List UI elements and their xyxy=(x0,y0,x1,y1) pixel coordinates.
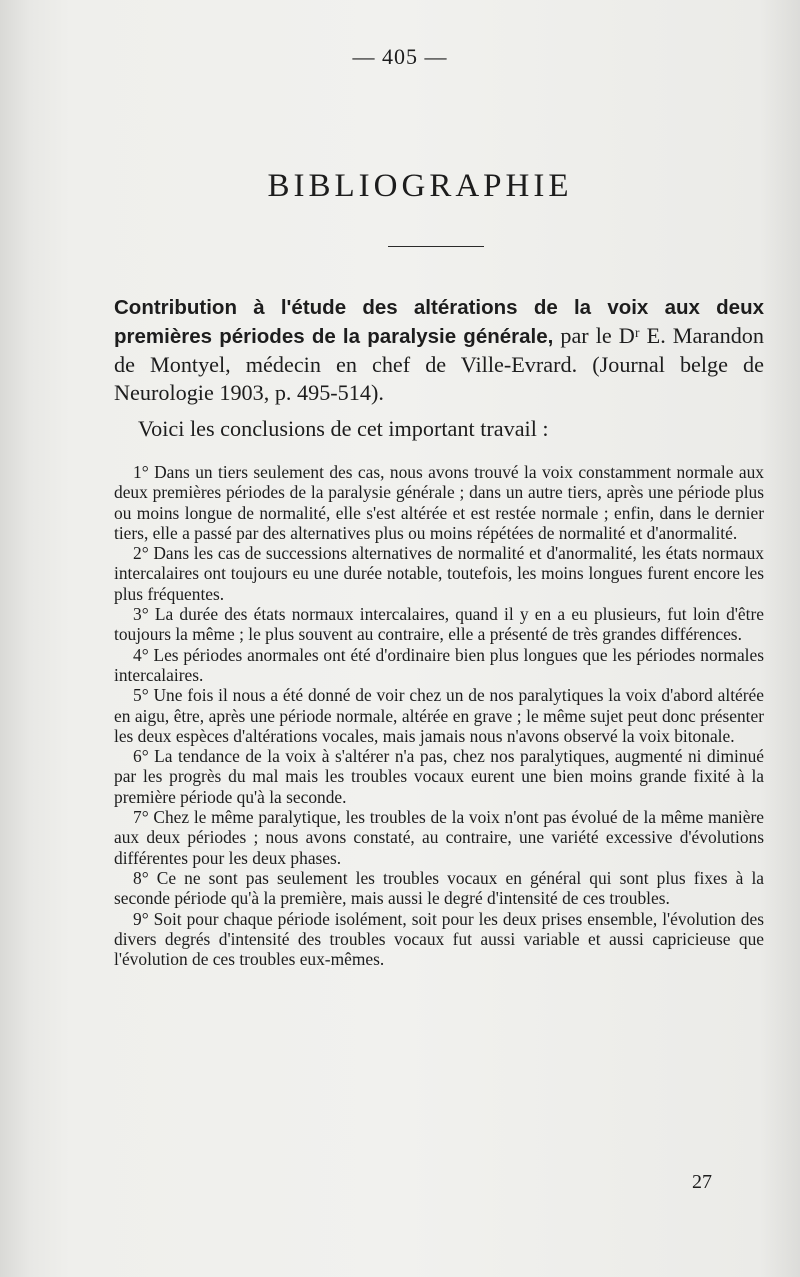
intro-sentence: Voici les conclusions de cet important travail : xyxy=(138,416,549,441)
section-title: BIBLIOGRAPHIE xyxy=(267,168,573,204)
conclusions-list xyxy=(114,462,764,969)
conclusion-item: 7° Chez le même paralytique, les troubles de la voix n'ont pas évolué de la même manière aux deux périodes ; nous avons constaté, au contraire, une variété excessive d'évolutions différentes pour les deux phases. xyxy=(114,807,764,868)
signature-mark: 27 xyxy=(692,1171,712,1193)
conclusion-item: 1° Dans un tiers seulement des cas, nous avons trouvé la voix constamment normale aux deux premières périodes de la paralysie générale ; dans un autre tiers, après une période plus ou moins longue de normalité, elle s'est altérée et est restée normale ; enfin, dans le dernier tiers, elle a passé par des alternatives plus ou moins répétées de normalité et d'anormalité. xyxy=(114,462,764,543)
page-number: — 405 — xyxy=(352,44,448,69)
conclusion-item: 9° Soit pour chaque période isolément, soit pour les deux prises ensemble, l'évolution des divers degrés d'intensité des troubles vocaux fut aussi variable et aussi capricieuse que l'évolution de ces troubles eux-mêmes. xyxy=(114,908,764,970)
conclusion-item: 2° Dans les cas de successions alternatives de normalité et d'anormalité, les états normaux intercalaires ont toujours eu une durée notable, toutefois, les moins longues furent encore les plus fréquentes. xyxy=(114,543,764,604)
entry-title: Contribution à l'étude des altérations de la voix aux deux premières périodes de la paralysie générale, xyxy=(114,296,764,348)
title-divider xyxy=(388,246,484,247)
conclusion-item: 6° La tendance de la voix à s'altérer n'a pas, chez nos paralytiques, augmenté ni diminué par les progrès du mal mais les troubles vocaux eurent une bien moins grande fixité à la première période qu'à la seconde. xyxy=(114,746,764,807)
conclusion-item: 4° Les périodes anormales ont été d'ordinaire bien plus longues que les périodes normales intercalaires. xyxy=(114,644,764,685)
conclusion-item: 3° La durée des états normaux intercalaires, quand il y en a eu plusieurs, fut loin d'être toujours la même ; le plus souvent au contraire, elle a présenté de très grandes différences. xyxy=(114,604,764,645)
conclusion-item: 8° Ce ne sont pas seulement les troubles vocaux en général qui sont plus fixes à la seconde période qu'à la première, mais aussi le degré d'intensité de ces troubles. xyxy=(114,867,764,909)
conclusion-item: 5° Une fois il nous a été donné de voir chez un de nos paralytiques la voix d'abord altérée en aigu, être, après une période normale, altérée en grave ; le même sujet peut donc présenter les deux espèces d'altérations vocales, mais jamais nous n'avons observé la voix bitonale. xyxy=(114,685,764,746)
bibliography-entry xyxy=(114,293,764,407)
entry-citation: par le Dʳ E. Marandon de Montyel, médecin en chef de Ville-Evrard. (Journal belge de Neurologie 1903, p. 495-514). xyxy=(114,323,764,405)
